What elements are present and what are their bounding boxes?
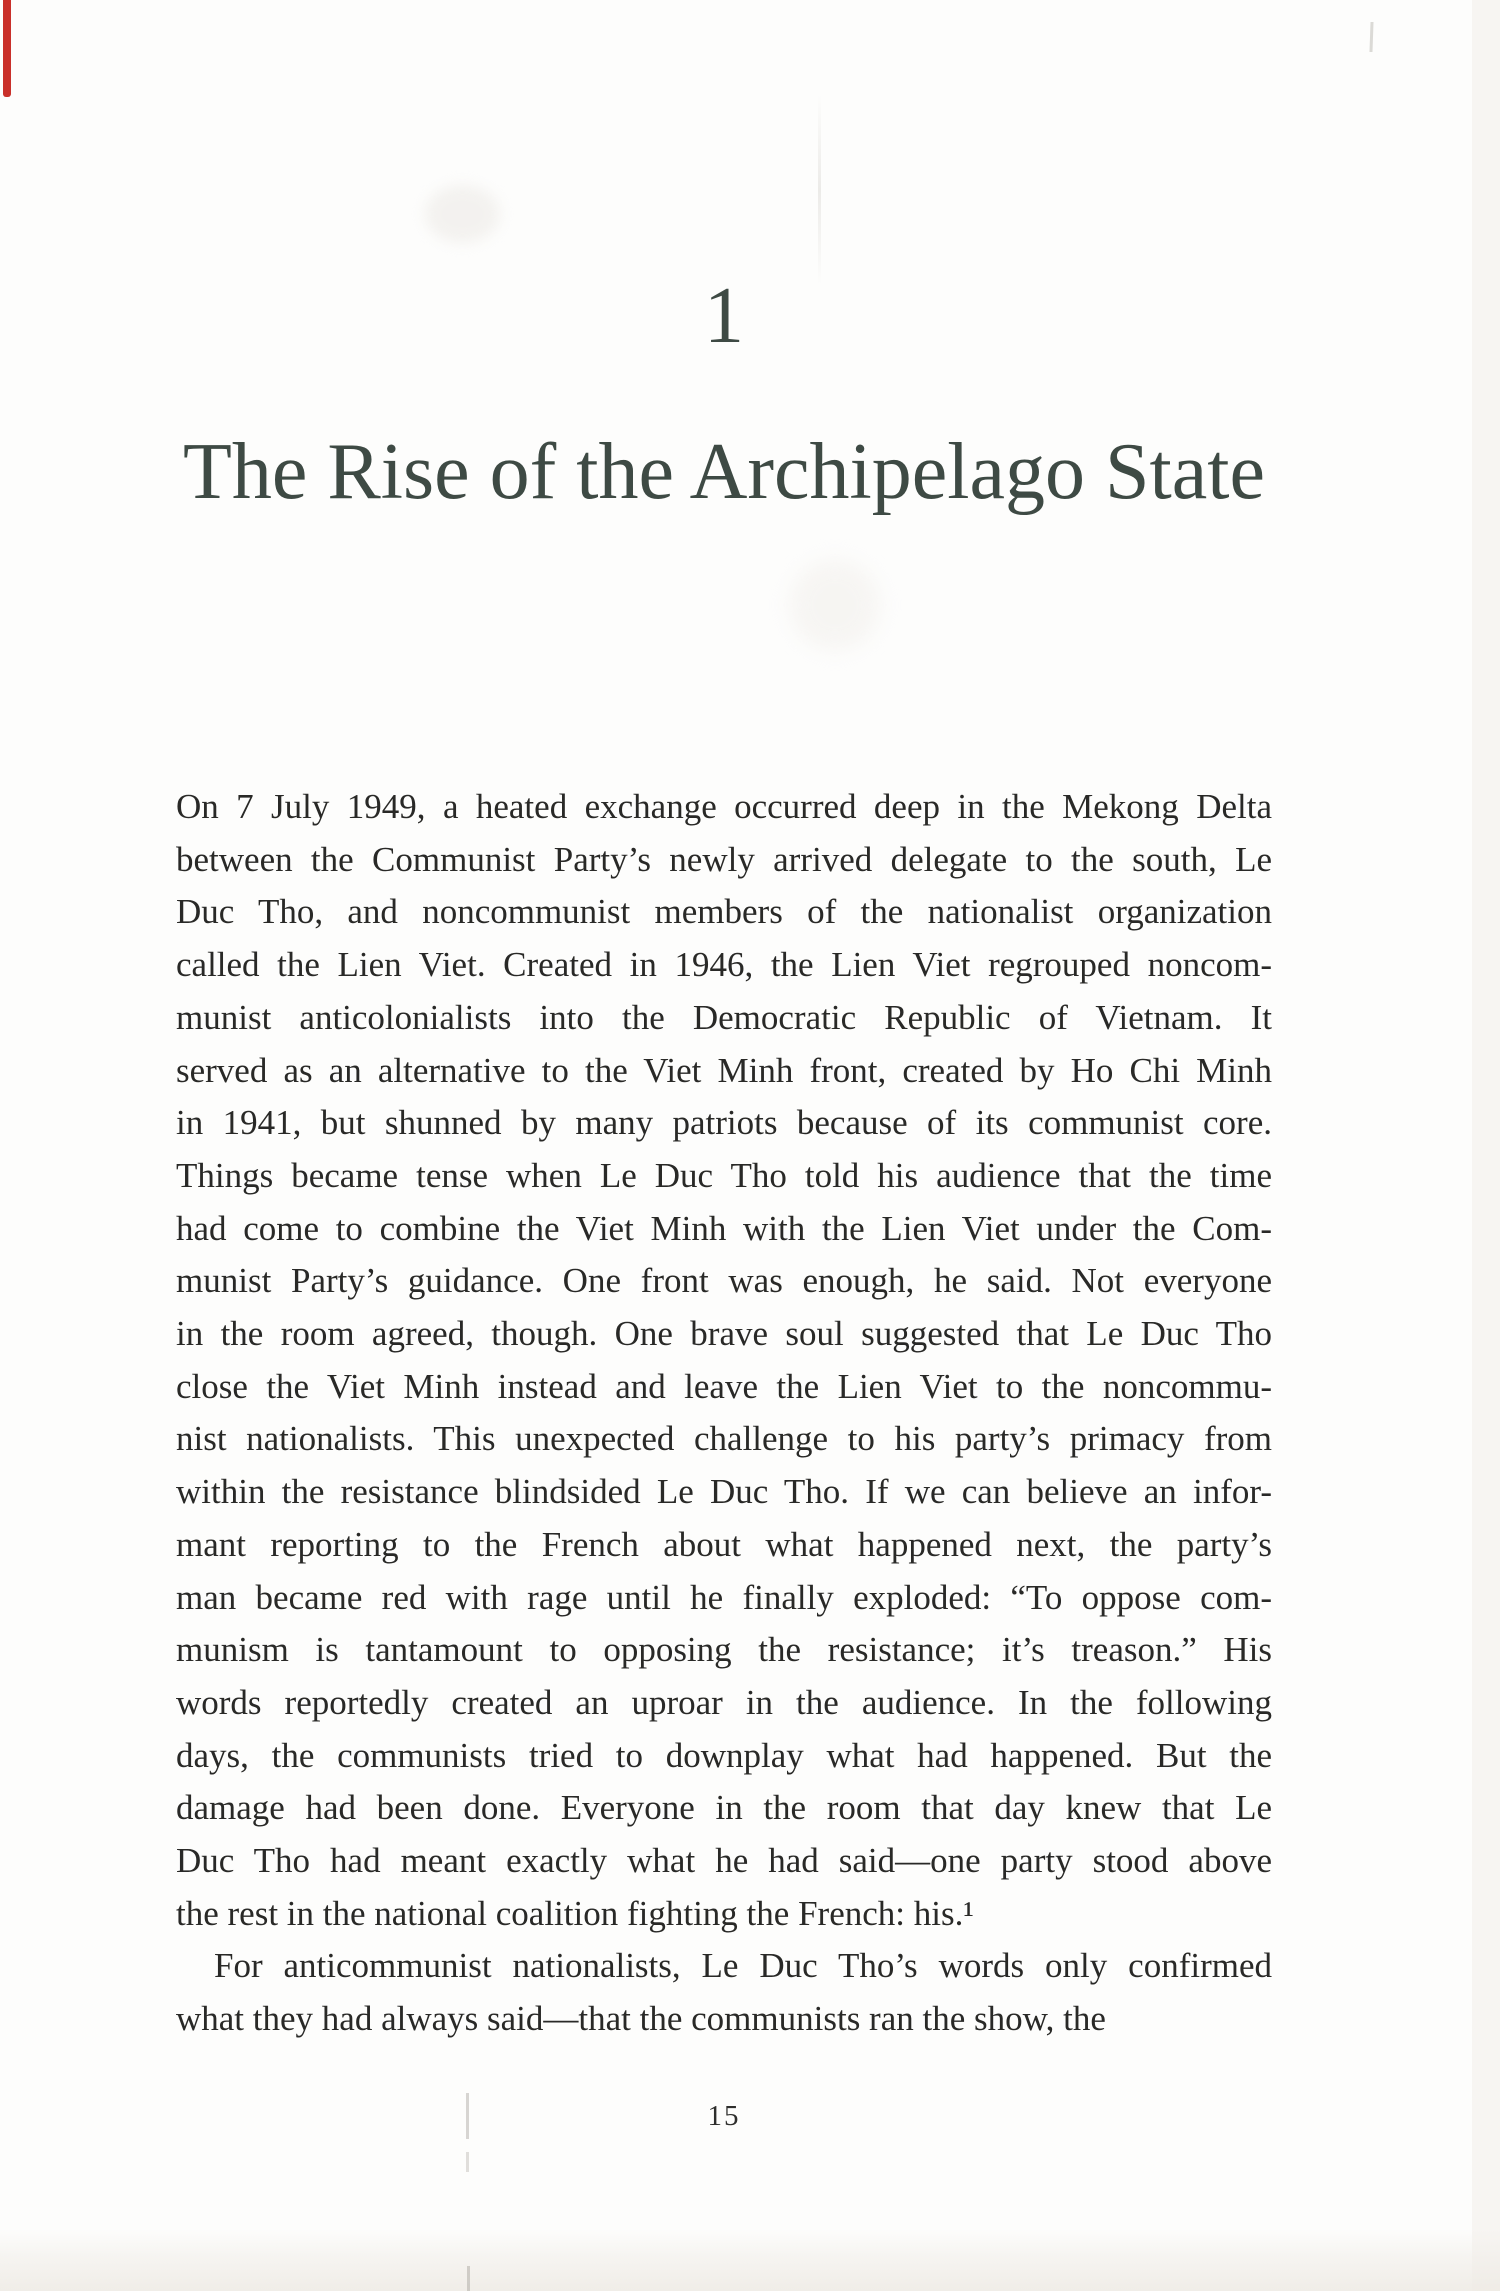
scan-artifact-dash [466,2152,469,2172]
body-line: mant reporting to the French about what happened next, the party’s [176,1524,1272,1564]
body-line: days, the communists tried to downplay what had happened. But the [176,1735,1272,1775]
body-line: close the Viet Minh instead and leave the Lien Viet to the noncommu- [176,1366,1272,1406]
body-line: nist nationalists. This unexpected challenge to his party’s primacy from [176,1419,1272,1459]
body-line: Duc Tho, and noncommunist members of the nationalist organization [176,892,1272,932]
body-line: munism is tantamount to opposing the resistance; it’s treason.” His [176,1630,1272,1670]
scan-artifact-bottom-shadow [0,2229,1500,2291]
body-line: called the Lien Viet. Created in 1946, the Lien Viet regrouped noncom- [176,945,1272,985]
body-line: what they had always said—that the communists ran the show, the [176,1999,1106,2039]
body-line: Duc Tho had meant exactly what he had said—one party stood above [176,1841,1272,1881]
body-line: On 7 July 1949, a heated exchange occurred deep in the Mekong Delta [176,787,1272,826]
body-line: damage had been done. Everyone in the room that day knew that Le [176,1788,1272,1828]
body-line: munist anticolonialists into the Democratic Republic of Vietnam. It [176,997,1272,1037]
body-line: had come to combine the Viet Minh with the Lien Viet under the Com- [176,1208,1272,1248]
body-line: munist Party’s guidance. One front was enough, he said. Not everyone [176,1261,1272,1301]
body-line: within the resistance blindsided Le Duc Tho. If we can believe an infor- [176,1472,1272,1512]
scan-artifact-red-strip [3,0,11,97]
body-line: the rest in the national coalition fighting the French: his.¹ [176,1893,974,1933]
scan-artifact-center-streak [818,95,821,285]
body-text [176,781,1272,2046]
scan-artifact-smudge [790,560,880,650]
body-line: Things became tense when Le Duc Tho told his audience that the time [176,1155,1272,1195]
page-number: 15 [707,2100,741,2132]
body-line: For anticommunist nationalists, Le Duc Tho’s words only confirmed [214,1946,1272,1986]
body-line: words reportedly created an uproar in the audience. In the following [176,1682,1272,1722]
body-line: served as an alternative to the Viet Minh front, created by Ho Chi Minh [176,1050,1272,1090]
body-line: in the room agreed, though. One brave soul suggested that Le Duc Tho [176,1314,1272,1354]
chapter-title: The Rise of the Archipelago State [183,428,1265,516]
scan-artifact-right-edge [1472,0,1500,2291]
scan-artifact-dash [467,2266,470,2291]
body-line: between the Communist Party’s newly arrived delegate to the south, Le [176,839,1272,879]
chapter-number: 1 [704,272,744,360]
body-line: in 1941, but shunned by many patriots because of its communist core. [176,1103,1272,1143]
body-line: man became red with rage until he finally exploded: “To oppose com- [176,1577,1272,1617]
scan-artifact-topright-dash [1369,22,1373,52]
scan-artifact-smudge [425,185,500,243]
